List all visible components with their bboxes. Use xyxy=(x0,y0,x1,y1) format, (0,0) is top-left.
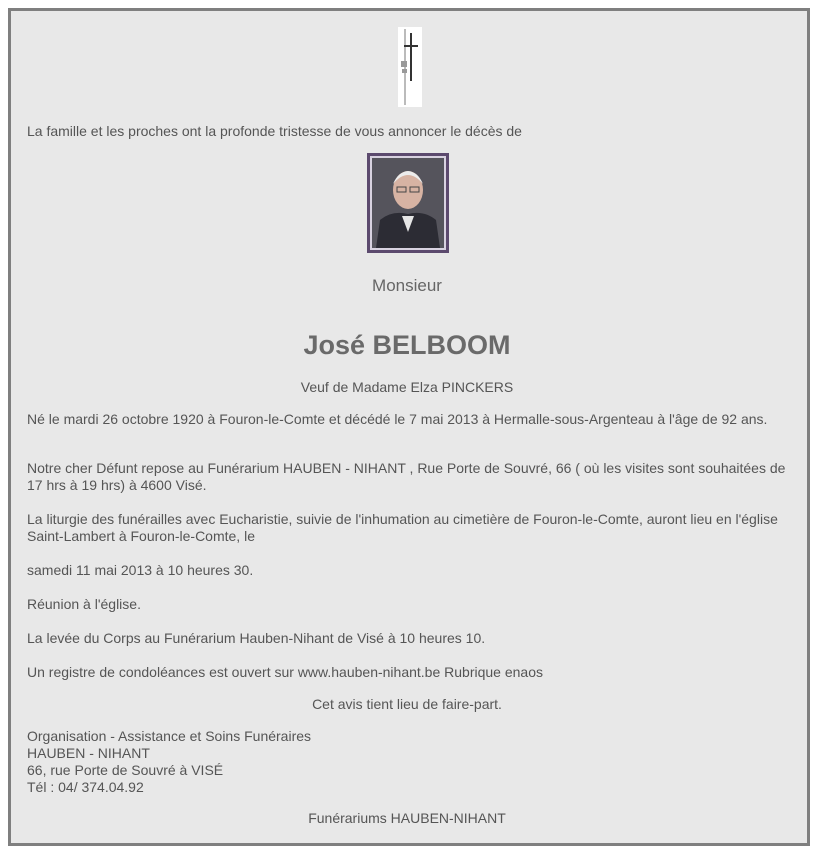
organisation-block xyxy=(27,728,787,796)
organisation-line: Organisation - Assistance et Soins Funéraires xyxy=(27,728,312,744)
reunion-text: Réunion à l'église. xyxy=(27,596,141,612)
footer-text: Funérariums HAUBEN-NIHANT xyxy=(308,810,506,826)
organisation-address: 66, rue Porte de Souvré à VISÉ xyxy=(27,762,224,778)
organisation-line: HAUBEN - NIHANT xyxy=(27,745,150,761)
honorific: Monsieur xyxy=(372,276,442,295)
registry-text: Un registre de condoléances est ouvert sur www.hauben-nihant.be Rubrique enaos xyxy=(27,664,543,680)
obituary-notice xyxy=(8,8,810,846)
deceased-name: José BELBOOM xyxy=(303,330,511,360)
spouse-text: Veuf de Madame Elza PINCKERS xyxy=(300,379,514,395)
organisation-phone: Tél : 04/ 374.04.92 xyxy=(27,779,144,795)
portrait-photo xyxy=(367,153,449,253)
ceremony-date: samedi 11 mai 2013 à 10 heures 30. xyxy=(27,562,254,578)
faire-part-text: Cet avis tient lieu de faire-part. xyxy=(312,696,502,712)
intro-text: La famille et les proches ont la profonde tristesse de vous annoncer le décès de xyxy=(27,123,522,139)
liturgy-text: La liturgie des funérailles avec Eucharistie, suivie de l'inhumation au cimetière de Fouron-le-Comte, auront lieu en l'église Saint-Lambert à Fouron-le-Comte, le xyxy=(27,511,778,544)
cross-emblem-icon xyxy=(398,27,422,107)
repose-text: Notre cher Défunt repose au Funérarium HAUBEN - NIHANT , Rue Porte de Souvré, 66 ( où les visites sont souhaitées de 17 hrs à 19 hrs) à 4600 Visé. xyxy=(27,460,786,493)
birth-death-text: Né le mardi 26 octobre 1920 à Fouron-le-Comte et décédé le 7 mai 2013 à Hermalle-sous-Argenteau à l'âge de 92 ans. xyxy=(27,411,768,427)
levee-text: La levée du Corps au Funérarium Hauben-Nihant de Visé à 10 heures 10. xyxy=(27,630,486,646)
